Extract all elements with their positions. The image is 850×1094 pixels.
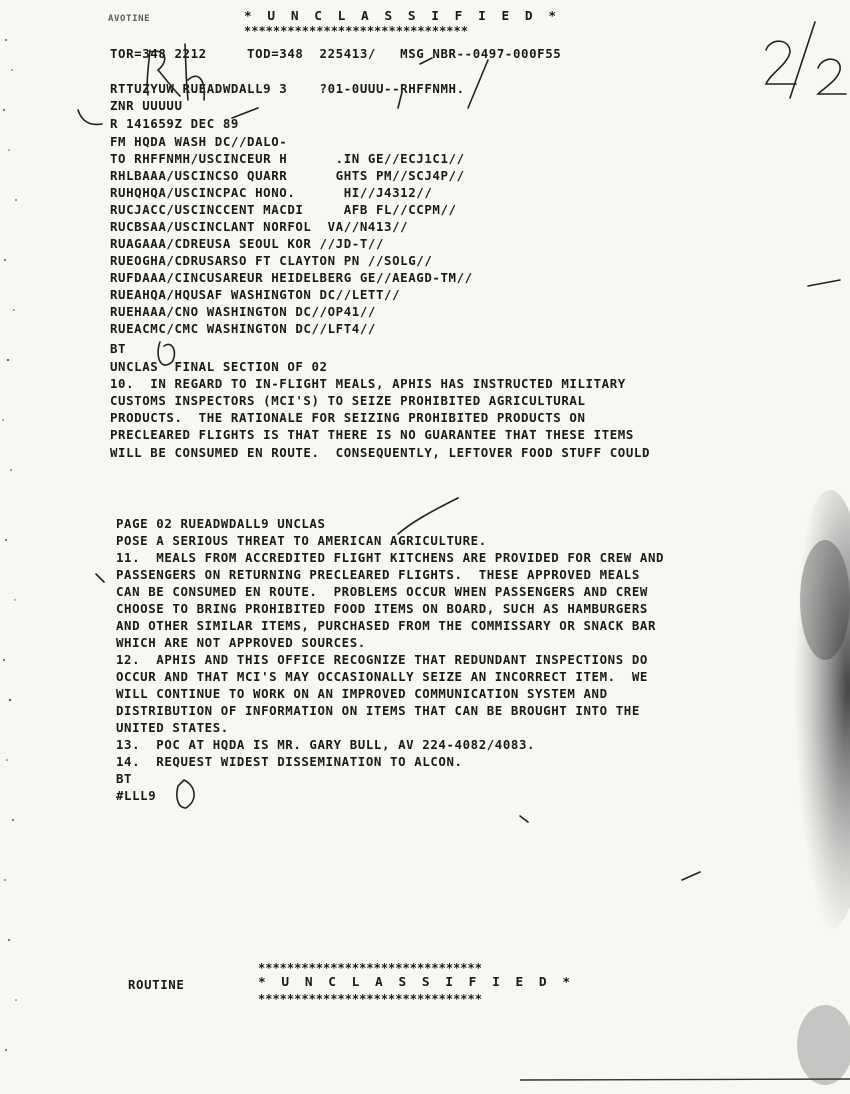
body-line: PRECLEARED FLIGHTS IS THAT THERE IS NO GUARANTEE THAT THESE ITEMS: [110, 427, 634, 442]
addressee-line: RHLBAAA/USCINCSO QUARR GHTS PM//SCJ4P//: [110, 168, 465, 183]
classification-banner-bottom: * U N C L A S S I F I E D *: [258, 975, 575, 990]
body-line: UNITED STATES.: [116, 720, 229, 735]
addressee-line: TO RHFFNMH/USCINCEUR H .IN GE//ECJ1C1//: [110, 151, 465, 166]
body-line: WHICH ARE NOT APPROVED SOURCES.: [116, 635, 366, 650]
body-line: 12. APHIS AND THIS OFFICE RECOGNIZE THAT REDUNDANT INSPECTIONS DO: [116, 652, 648, 667]
body-line: CUSTOMS INSPECTORS (MCI'S) TO SEIZE PROHIBITED AGRICULTURAL: [110, 393, 586, 408]
body-line: WILL CONTINUE TO WORK ON AN IMPROVED COMMUNICATION SYSTEM AND: [116, 686, 608, 701]
body-line: WILL BE CONSUMED EN ROUTE. CONSEQUENTLY, LEFTOVER FOOD STUFF COULD: [110, 445, 651, 460]
addressee-line: RUFDAAA/CINCUSAREUR HEIDELBERG GE//AEAGD-TM//: [110, 270, 473, 285]
end-marker: #LLL9: [116, 788, 157, 803]
section-header: UNCLAS FINAL SECTION OF 02: [110, 359, 328, 374]
body-line: AND OTHER SIMILAR ITEMS, PURCHASED FROM THE COMMISSARY OR SNACK BAR: [116, 618, 657, 633]
precedence-footer: ROUTINE: [128, 977, 185, 992]
addressee-line: RUCBSAA/USCINCLANT NORFOL VA//N413//: [110, 219, 409, 234]
body-line: 11. MEALS FROM ACCREDITED FLIGHT KITCHENS ARE PROVIDED FOR CREW AND: [116, 550, 665, 565]
from-line: FM HQDA WASH DC//DALO-: [110, 134, 288, 149]
break-marker: BT: [110, 341, 127, 356]
routing-line-2: RTTUZYUW RUEADWDALL9 3 ?01-0UUU--RHFFNMH.: [110, 81, 465, 96]
classification-stars-top: *******************************: [244, 24, 468, 38]
classification-banner-top: * U N C L A S S I F I E D *: [244, 9, 561, 24]
addressee-line: RUAGAAA/CDREUSA SEOUL KOR //JD-T//: [110, 236, 385, 251]
break-marker: BT: [116, 771, 133, 786]
body-line: 13. POC AT HQDA IS MR. GARY BULL, AV 224-4082/4083.: [116, 737, 536, 752]
body-line: CHOOSE TO BRING PROHIBITED FOOD ITEMS ON BOARD, SUCH AS HAMBURGERS: [116, 601, 648, 616]
routing-line-1: TOR=348 2212 TOD=348 225413/ MSG NBR--0497-000F55: [110, 46, 562, 61]
body-line: 10. IN REGARD TO IN-FLIGHT MEALS, APHIS HAS INSTRUCTED MILITARY: [110, 376, 626, 391]
body-line: PRODUCTS. THE RATIONALE FOR SEIZING PROHIBITED PRODUCTS ON: [110, 410, 586, 425]
body-line: POSE A SERIOUS THREAT TO AMERICAN AGRICULTURE.: [116, 533, 487, 548]
body-line: DISTRIBUTION OF INFORMATION ON ITEMS THAT CAN BE BROUGHT INTO THE: [116, 703, 640, 718]
body-line: CAN BE CONSUMED EN ROUTE. PROBLEMS OCCUR WHEN PASSENGERS AND CREW: [116, 584, 648, 599]
classification-stars-bottom: *******************************: [258, 961, 482, 975]
body-line: 14. REQUEST WIDEST DISSEMINATION TO ALCON.: [116, 754, 463, 769]
date-time-group: R 141659Z DEC 89: [110, 116, 239, 131]
addressee-line: RUEOGHA/CDRUSARSO FT CLAYTON PN //SOLG//: [110, 253, 433, 268]
routing-line-3: ZNR UUUUU: [110, 98, 183, 113]
body-line: PASSENGERS ON RETURNING PRECLEARED FLIGHTS. THESE APPROVED MEALS: [116, 567, 640, 582]
addressee-line: RUEAHQA/HQUSAF WASHINGTON DC//LETT//: [110, 287, 401, 302]
top-precedence: AVOTINE: [108, 14, 151, 24]
page-header: PAGE 02 RUEADWDALL9 UNCLAS: [116, 516, 326, 531]
addressee-line: RUEACMC/CMC WASHINGTON DC//LFT4//: [110, 321, 376, 336]
bottom-rule: [520, 1076, 850, 1084]
addressee-line: RUHQHQA/USCINCPAC HONO. HI//J4312//: [110, 185, 433, 200]
addressee-line: RUCJACC/USCINCCENT MACDI AFB FL//CCPM//: [110, 202, 457, 217]
addressee-line: RUEHAAA/CNO WASHINGTON DC//OP41//: [110, 304, 376, 319]
classification-stars-bottom: *******************************: [258, 992, 482, 1006]
body-line: OCCUR AND THAT MCI'S MAY OCCASIONALLY SEIZE AN INCORRECT ITEM. WE: [116, 669, 648, 684]
